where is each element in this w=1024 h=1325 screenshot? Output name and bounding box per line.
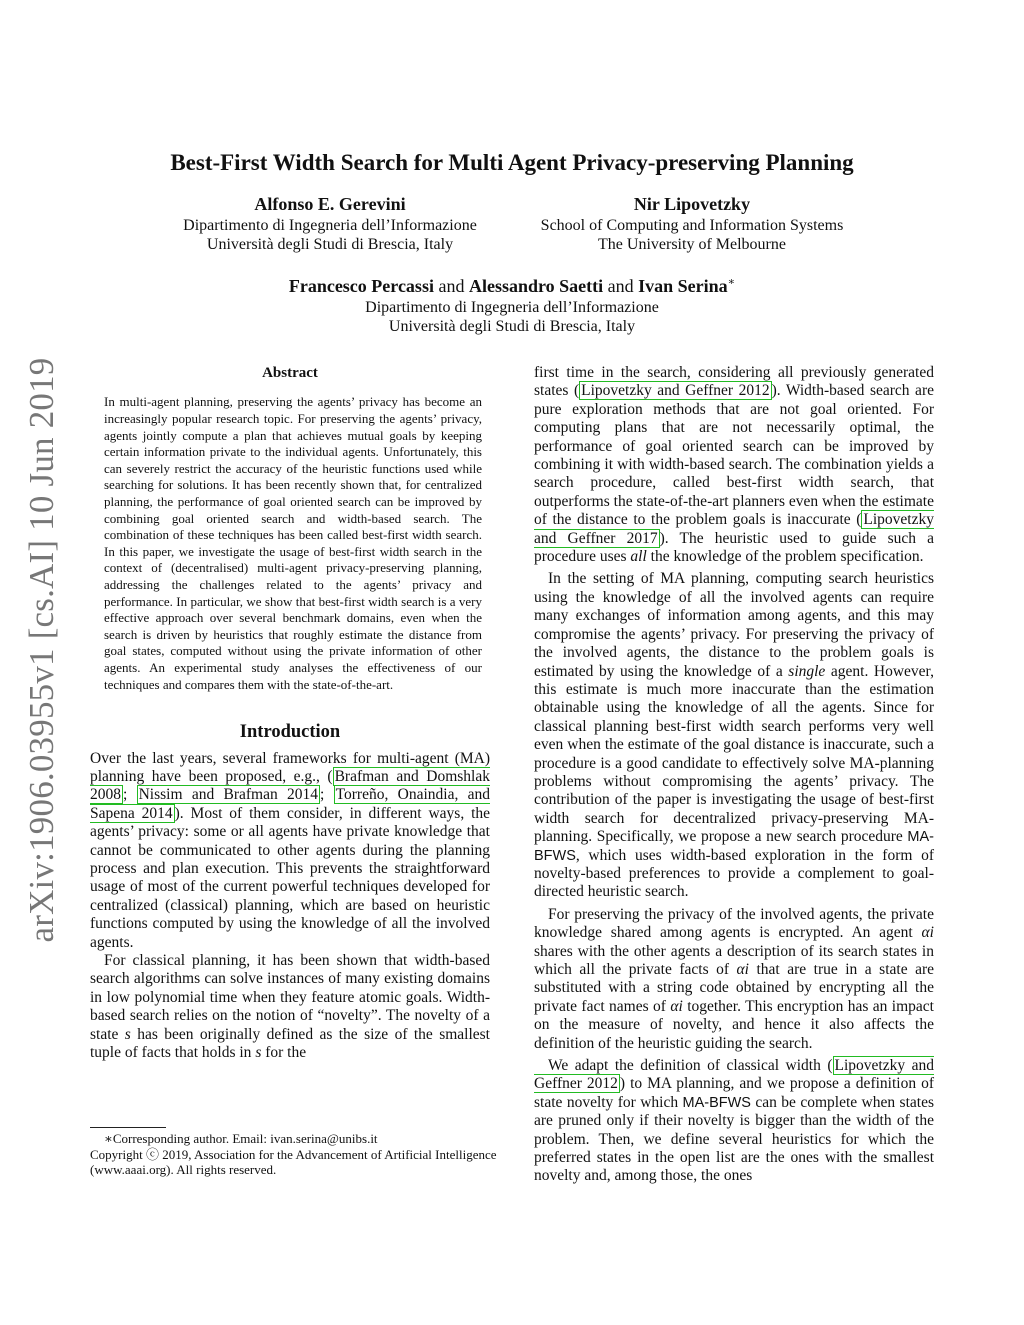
- citation-link[interactable]: Lipovetzky and Geffner 2012: [534, 1057, 934, 1093]
- right-paragraph-1: [534, 364, 934, 566]
- citation-link[interactable]: Lipovetzky and Geffner 2012: [581, 382, 770, 400]
- paragraph-text: for the: [261, 1044, 307, 1061]
- citation-separator: ;: [320, 786, 334, 804]
- math-variable: αi: [736, 961, 749, 978]
- paragraph-text: can be complete when states are pruned only if their novelty is bigger than the width of the problem. Then, we define several heuristics for which the preferred states in the open list are the ones with the smallest novelty and, among those, the ones: [534, 1093, 934, 1185]
- right-paragraph-3: [534, 906, 934, 1053]
- paper-title: Best-First Width Search for Multi Agent Privacy-preserving Planning: [170, 150, 854, 175]
- abstract-text: In multi-agent planning, preserving the agents’ privacy has become an increasingly popular research topic. For preserving the agents’ privacy, agents jointly compute a plan that achieves mutual goals by keeping certain information private to the individual agents. Unfortunately, this can severely restrict the accuracy of the heuristic functions used while searching for solutions. It has been recently shown that, for centralized planning, the performance of goal oriented search can be improved by combining goal oriented search and width-based search. The combination of these techniques has been called best-first width search. In this paper, we investigate the usage of best-first width search in the context of (decentralised) multi-agent privacy-preserving planning, addressing the challenges related to the agents’ privacy and performance. In particular, we show that best-first width search is a very effective approach over several benchmark domains, even when the search is driven by heuristics that roughly estimate the distance from goal states, computed without using the private information of other agents. An experimental study analyses the effectiveness of our techniques and compares them with the state-of-the-art.: [104, 394, 482, 692]
- citation-link[interactable]: Nissim and Brafman 2014: [138, 786, 319, 804]
- emphasis-text: single: [788, 662, 826, 680]
- and-separator: and: [438, 276, 465, 296]
- algorithm-name: MA-BFWS: [534, 829, 934, 864]
- right-paragraph-4: [534, 1057, 934, 1186]
- and-separator: and: [607, 276, 634, 296]
- math-variable: αi: [670, 997, 683, 1015]
- paragraph-text: together. This encryption has an impact on the measure of novelty, and hence it also affects the definition of the heuristic guiding the search.: [534, 997, 934, 1052]
- paragraph-text: In the setting of MA planning, computing search heuristics using the knowledge of all the involved agents can require many exchanges of information among agents, and this may compromise the agents’ privacy. For preserving the privacy of the involved agents, the distance to the problem goals is estimated by using the knowledge of a: [534, 570, 934, 680]
- paragraph-text: first time in the search, considering all previously generated states (: [534, 364, 934, 400]
- author-affiliation: The University of Melbourne: [598, 236, 786, 253]
- paragraph-text: the knowledge of the problem specification.: [646, 548, 924, 566]
- citation-link[interactable]: Lipovetzky and Geffner 2017: [534, 511, 934, 547]
- author-block-gerevini: [150, 192, 510, 254]
- footnote-rule: [90, 1127, 166, 1128]
- abstract-heading: Abstract: [262, 365, 318, 381]
- right-column: [534, 364, 934, 1186]
- paragraph-text: ) to MA planning, and we propose a definition of state novelty for which: [534, 1075, 934, 1111]
- right-paragraph-2: [534, 570, 934, 901]
- citation-link[interactable]: Torreño, Onaindia, and Sapena 2014: [90, 786, 490, 822]
- paragraph-text: Over the last years, several frameworks for multi-agent (MA) planning have been proposed, e.g., (: [90, 749, 490, 785]
- emphasis-text: all: [630, 548, 647, 566]
- paragraph-text: that are true in a state are substituted with a string code obtained by encrypting all the private fact names of: [534, 961, 934, 1015]
- copyright-footnote: Copyright ⓒ 2019, Association for the Advancement of Artificial Intelligence (www.aaai.org). All rights reserved.: [90, 1146, 497, 1177]
- left-column: [90, 364, 490, 1062]
- paragraph-text: agent. However, this estimate is much more inaccurate than the estimation obtainable using the knowledge of all the agents. Since for classical planning best-first width search performs very well even when the estimate of the goal distance is inaccurate, such a procedure is a good candidate to effectively solve MA-planning problems without compromising the agents’ privacy. The contribution of the paper is investigating the usage of best-first width search for decentralized privacy-preserving MA-planning. Specifically, we propose a new search procedure: [534, 662, 934, 846]
- intro-paragraph-1: [90, 750, 490, 952]
- paragraph-text: , which uses width-based exploration in the form of novelty-based preferences to provide a complement to goal-directed heuristic search.: [534, 846, 934, 901]
- math-variable: αi: [921, 924, 934, 942]
- paragraph-text: We adapt the definition of classical width (: [548, 1057, 833, 1075]
- corresponding-author-footnote: ∗Corresponding author. Email: ivan.serina@unibs.it: [104, 1131, 378, 1146]
- paragraph-text: has been originally defined as the size of the smallest tuple of facts that holds in: [90, 1025, 490, 1061]
- footnotes: [90, 1131, 500, 1178]
- arxiv-stamp: arXiv:1906.03955v1 [cs.AI] 10 Jun 2019: [22, 357, 61, 943]
- author-affiliation: Dipartimento di Ingegneria dell’Informazione: [365, 299, 659, 316]
- author-affiliation: School of Computing and Information Systems: [540, 217, 844, 234]
- author-block-lipovetzky: [512, 192, 872, 254]
- paragraph-text: For classical planning, it has been shown that width-based search algorithms can solve instances of many existing domains in low polynomial time when they feature atomic goals. Width-based search relies on the notion of “novelty”. The novelty of a state: [90, 951, 490, 1043]
- author-names-line: [0, 270, 1024, 298]
- algorithm-name: MA-BFWS: [682, 1094, 751, 1111]
- math-variable: s: [124, 1025, 131, 1043]
- author-name: Francesco Percassi: [288, 276, 434, 296]
- author-affiliation: Dipartimento di Ingegneria dell’Informazione: [183, 217, 477, 234]
- paragraph-text: ). The heuristic used to guide such a procedure uses: [534, 529, 934, 566]
- paragraph-text: For preserving the privacy of the involved agents, the private knowledge shared among agents is encrypted. An agent: [534, 905, 934, 942]
- author-name: Nir Lipovetzky: [633, 194, 751, 214]
- footnote-marker: ∗: [727, 276, 736, 288]
- intro-paragraph-2: [90, 952, 490, 1062]
- citation-link[interactable]: Brafman and Domshlak 2008: [90, 767, 490, 804]
- author-block-brescia: [0, 270, 1024, 336]
- paragraph-text: shares with the other agents a description of its search states in which all the private facts of: [534, 942, 934, 978]
- author-name: Ivan Serina: [638, 276, 728, 296]
- author-name: Alessandro Saetti: [468, 276, 604, 296]
- paragraph-text: ). Width-based search are pure exploration methods that are not goal oriented. For computing plans that are not necessarily optimal, the performance of goal oriented search can be improved by combining it with width-based search. The combination yields a search procedure, called best-first width search, that outperforms the state-of-the-art planners even when the estimate of the distance to the problem goals is inaccurate (: [534, 382, 934, 529]
- introduction-heading: Introduction: [239, 722, 341, 743]
- paragraph-text: ). Most of them consider, in different ways, the agents’ privacy: some or all agents have private knowledge that cannot be communicated to other agents during the planning process and plan execution. This prevents the straightforward usage of most of the current powerful techniques developed for centralized (classical) planning, which are based on heuristic functions computed by using the knowledge of all the involved agents.: [90, 804, 491, 951]
- math-variable: s: [255, 1044, 262, 1061]
- author-name: Alfonso E. Gerevini: [254, 194, 406, 214]
- author-affiliation: Università degli Studi di Brescia, Italy: [206, 236, 454, 253]
- author-affiliation: Università degli Studi di Brescia, Italy: [388, 318, 636, 335]
- citation-separator: ;: [123, 786, 137, 804]
